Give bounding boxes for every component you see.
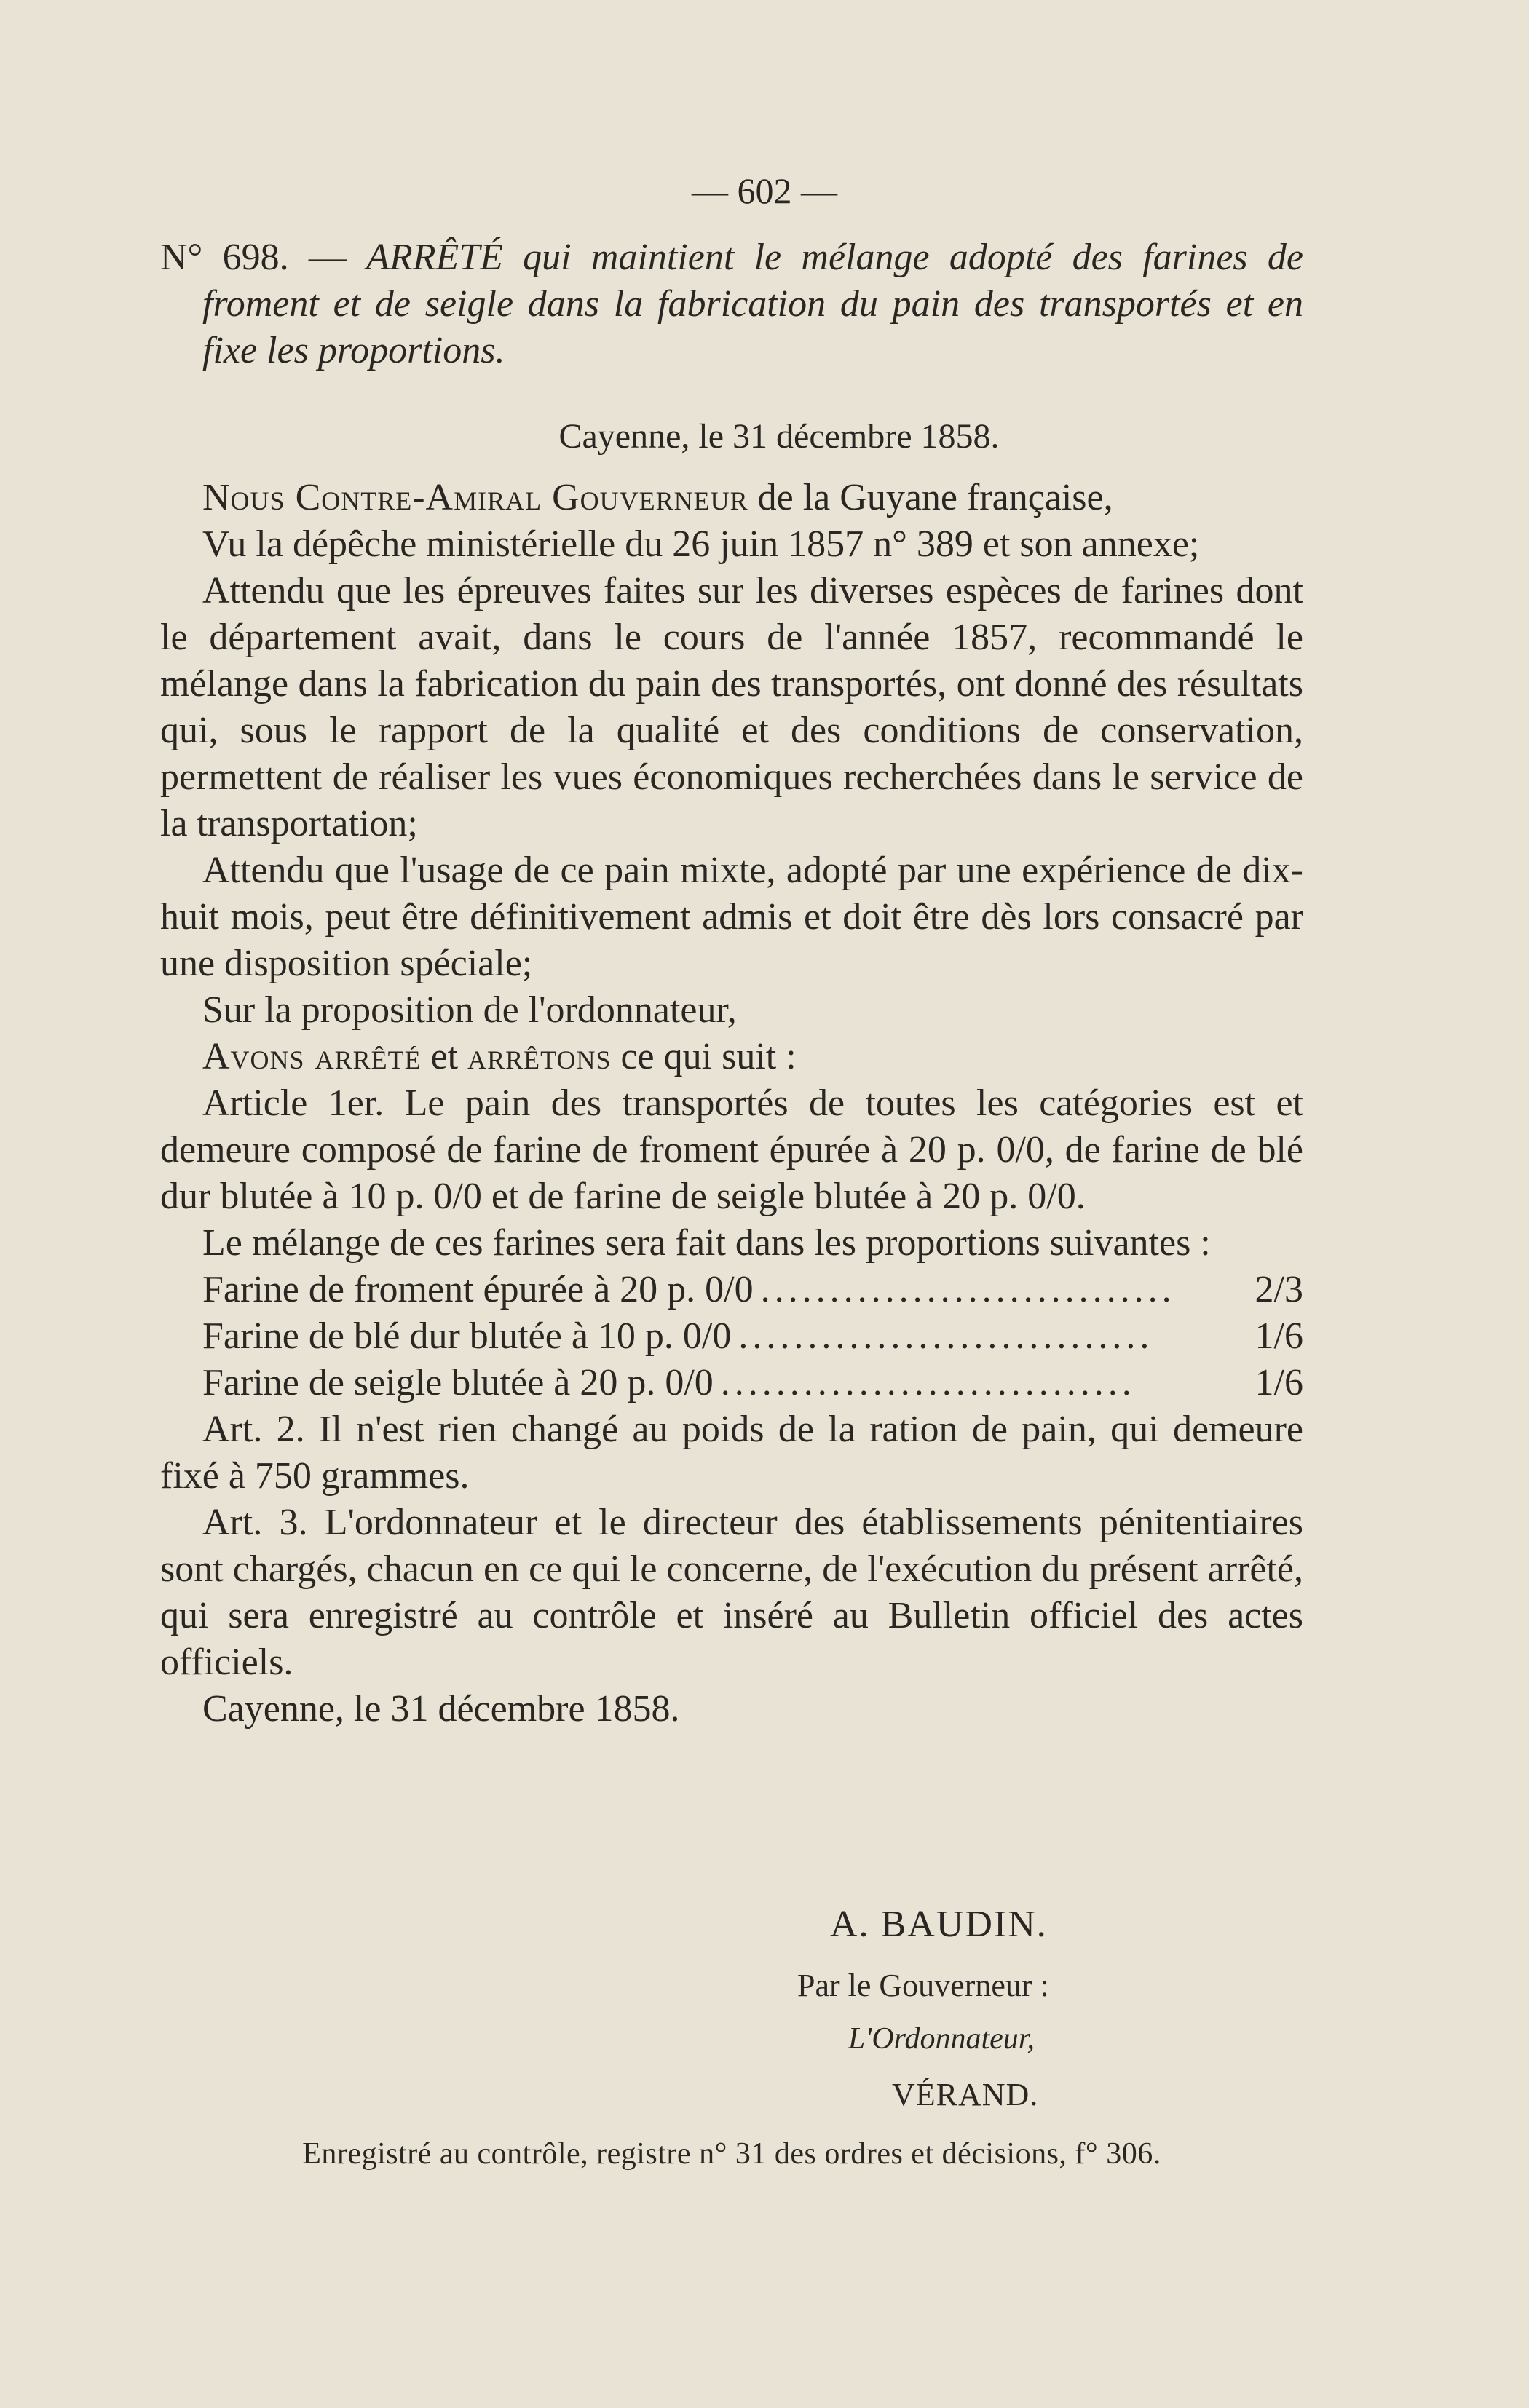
proportions-list: [160, 1267, 1303, 1406]
article-2: Art. 2. Il n'est rien changé au poids de la ration de pain, qui demeure fixé à 750 grammes.: [160, 1409, 1303, 1497]
proportion-row: [202, 1313, 1303, 1360]
considerant-3: Attendu que l'usage de ce pain mixte, adopté par une expérience de dix-huit mois, peut être définitivement admis et doit être dès lors consacré par une disposition spéciale;: [160, 849, 1303, 984]
decision-rest: ce qui suit :: [611, 1036, 797, 1077]
decision-sc2: arrêtons: [467, 1036, 612, 1077]
signature-name: VÉRAND.: [892, 2077, 1039, 2112]
dot-leader: ..............................: [738, 1315, 1154, 1357]
decision-line: [160, 1034, 1303, 1080]
dot-leader: ..............................: [720, 1362, 1136, 1403]
arrete-title: ARRÊTÉ qui maintient le mélange adopté des farines de froment et de seigle dans la fabrication du pain des transportés et en fixe les proportions.: [202, 237, 1303, 371]
proportion-fraction: 1/6: [1255, 1315, 1303, 1357]
signature-governor: A. BAUDIN.: [830, 1904, 1048, 1945]
considerant-1: Vu la dépêche ministérielle du 26 juin 1857 n° 389 et son annexe;: [202, 523, 1200, 565]
preamble: [160, 475, 1303, 521]
considerant-2: Attendu que les épreuves faites sur les diverses espèces de farines dont le département avait, dans le cours de l'année 1857, recommandé le mélange dans la fabrication du pain des transportés, ont donné des résultats qui, sous le rapport de la qualité et des conditions de conservation, permettent de réaliser les vues économiques recherchées dans le service de la transportation;: [160, 570, 1303, 844]
article-1: Article 1er. Le pain des transportés de toutes les catégories est et demeure composé de farine de froment épurée à 20 p. 0/0, de farine de blé dur blutée à 10 p. 0/0 et de farine de seigle blutée à 20 p. 0/0.: [160, 1082, 1303, 1217]
proportion-label: Farine de blé dur blutée à 10 p. 0/0: [202, 1315, 732, 1357]
proportion-row: [202, 1267, 1303, 1313]
proportion-fraction: 1/6: [1255, 1362, 1303, 1403]
proportion-label: Farine de froment épurée à 20 p. 0/0: [202, 1269, 754, 1310]
arrete-number: N° 698. —: [160, 237, 347, 278]
registration-footer: Enregistré au contrôle, registre n° 31 des ordres et décisions, f° 306.: [302, 2137, 1161, 2171]
page-number: — 602 —: [692, 170, 837, 211]
date-line: Cayenne, le 31 décembre 1858.: [558, 417, 1000, 456]
decision-mid: et: [421, 1036, 468, 1077]
decision-sc1: Avons arrêté: [202, 1036, 422, 1077]
closing-date: Cayenne, le 31 décembre 1858.: [202, 1688, 680, 1730]
considerant-4: Sur la proposition de l'ordonnateur,: [202, 989, 737, 1031]
article-3: Art. 3. L'ordonnateur et le directeur des établissements pénitentiaires sont chargés, chacun en ce qui le concerne, de l'exécution du présent arrêté, qui sera enregistré au contrôle et inséré au Bulletin officiel des actes officiels.: [160, 1502, 1303, 1683]
proportion-label: Farine de seigle blutée à 20 p. 0/0: [202, 1362, 714, 1403]
proportion-row: [202, 1360, 1303, 1406]
dot-leader: ..............................: [760, 1269, 1176, 1310]
proportion-fraction: 2/3: [1255, 1269, 1303, 1310]
preamble-title: Nous Contre-Amiral Gouverneur: [202, 477, 748, 518]
preamble-rest: de la Guyane française,: [748, 477, 1113, 518]
signature-role: L'Ordonnateur,: [848, 2022, 1035, 2056]
signature-par-le: Par le Gouverneur :: [797, 1968, 1049, 2003]
document-body: [160, 475, 1303, 1732]
melange-intro: Le mélange de ces farines sera fait dans les proportions suivantes :: [202, 1222, 1211, 1264]
arrete-heading: [160, 234, 1303, 374]
